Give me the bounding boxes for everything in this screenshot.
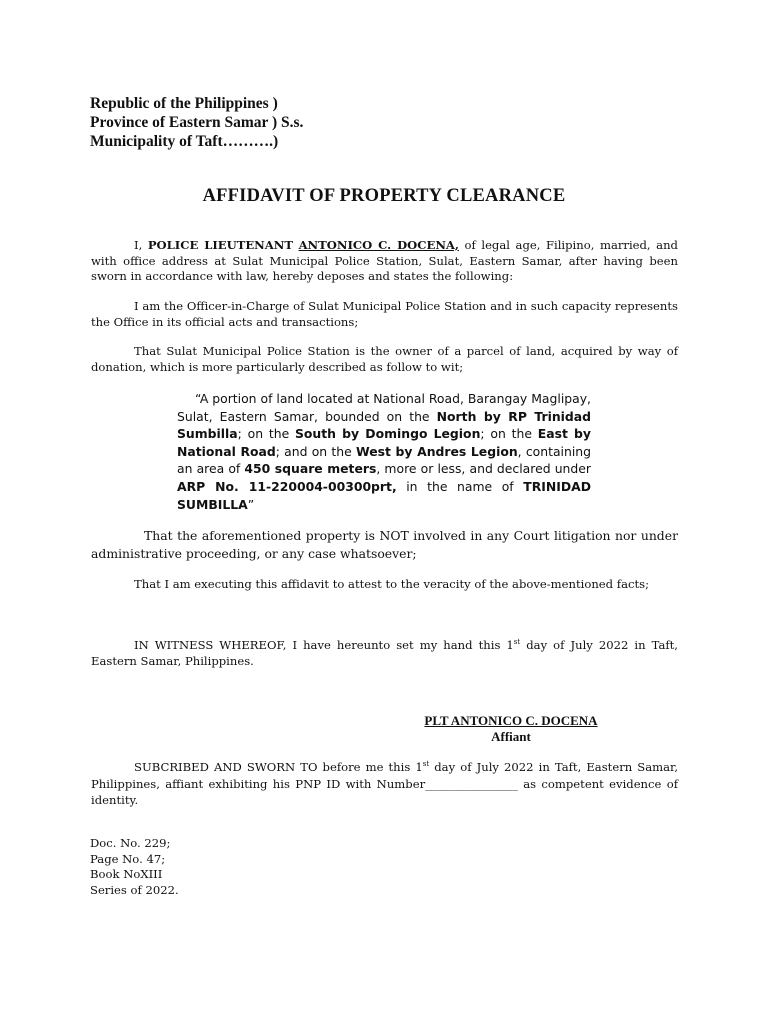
south-boundary: South by Domingo Legion bbox=[295, 426, 481, 442]
doc-number: Doc. No. 229; bbox=[90, 836, 171, 850]
series-year: Series of 2022. bbox=[90, 882, 179, 897]
venue-block bbox=[90, 94, 303, 151]
east-boundary: East by National Road bbox=[177, 426, 591, 459]
page-number: Page No. 47; bbox=[90, 851, 166, 866]
signatory-role: Affiant bbox=[491, 729, 531, 744]
notarial-reference bbox=[90, 836, 179, 898]
west-boundary: West by Andres Legion bbox=[356, 443, 518, 459]
executing-paragraph: That I am executing this affidavit to attest to the veracity of the above-mentioned facts; bbox=[134, 577, 649, 591]
north-boundary: North by RP Trinidad Sumbilla bbox=[177, 408, 591, 442]
signatory-name: PLT ANTONICO C. DOCENA bbox=[424, 713, 598, 728]
jurat-paragraph: SUBCRIBED AND SWORN TO before me this 1st day of July 2022 in Taft, Eastern Samar, Philippines, affiant exhibiting his PNP ID with Number________________ as competent evidence of identity. bbox=[91, 760, 679, 807]
affiant-rank: POLICE LIEUTENANT bbox=[147, 238, 293, 252]
land-area: 450 square meters bbox=[244, 461, 377, 477]
book-number: Book NoXIII bbox=[90, 867, 163, 881]
signature-block bbox=[400, 713, 622, 745]
officer-paragraph: I am the Officer-in-Charge of Sulat Municipal Police Station and in such capacity represents the Office in its official acts and transactions; bbox=[91, 299, 678, 329]
intro-opening: I, bbox=[134, 238, 148, 252]
document-title: AFFIDAVIT OF PROPERTY CLEARANCE bbox=[202, 186, 566, 206]
arp-number: ARP No. 11-220004-00300prt, bbox=[177, 478, 397, 494]
intro-paragraph bbox=[91, 238, 678, 285]
venue-republic: Republic of the Philippines ) bbox=[90, 95, 278, 112]
litigation-paragraph: That the aforementioned property is NOT involved in any Court litigation nor under administrative proceeding, or any case whatsoever; bbox=[91, 528, 678, 561]
property-owner: TRINIDAD SUMBILLA bbox=[177, 478, 591, 512]
intro-rest: of legal age, Filipino, married, and with office address at Sulat Municipal Police Station, Sulat, Eastern Samar, after having been sworn in accordance with law, hereby deposes and states the following: bbox=[91, 238, 678, 283]
venue-province: Province of Eastern Samar ) S.s. bbox=[90, 114, 304, 131]
property-description: “A portion of land located at National Road, Barangay Maglipay, Sulat, Eastern Samar, bounded on the North by RP Trinidad Sumbilla; on the South by Domingo Legion; on the East by National Road; and on the West by Andres Legion, containing an area of 450 square meters, more or less, and declared under ARP No. 11-220004-00300prt, in the name of TRINIDAD SUMBILLA” bbox=[177, 391, 591, 512]
venue-municipality: Municipality of Taft……….) bbox=[90, 133, 279, 150]
witness-paragraph: IN WITNESS WHEREOF, I have hereunto set my hand this 1st day of July 2022 in Taft, Eastern Samar, Philippines. bbox=[91, 638, 678, 668]
affiant-name: ANTONICO C. DOCENA, bbox=[298, 238, 459, 252]
ownership-paragraph: That Sulat Municipal Police Station is the owner of a parcel of land, acquired by way of donation, which is more particularly described as follow to wit; bbox=[91, 344, 678, 374]
